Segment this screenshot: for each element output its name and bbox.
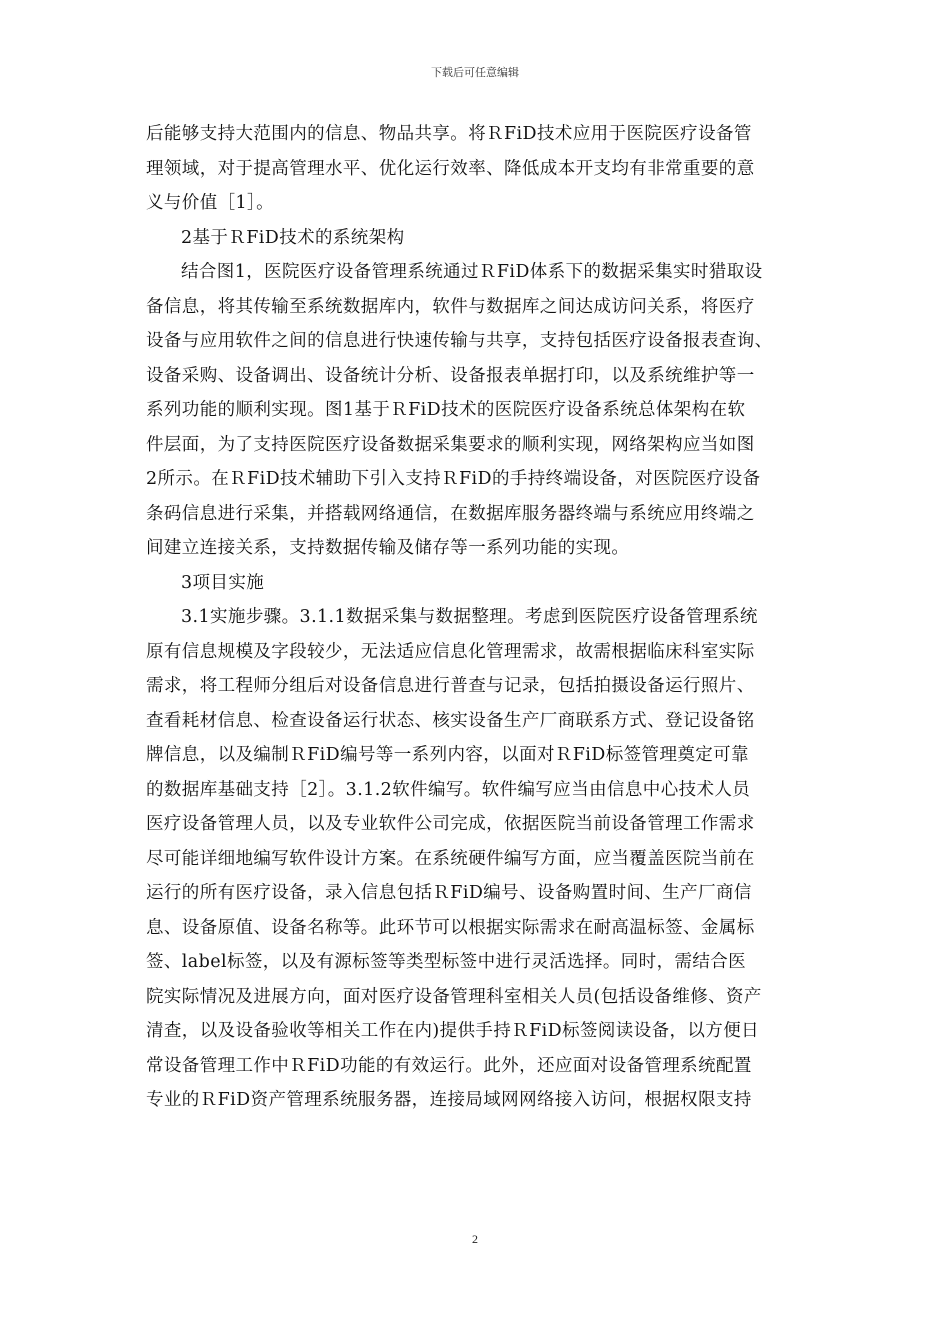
text-line: 设备与应用软件之间的信息进行快速传输与共享，支持包括医疗设备报表查询、 [146,331,773,351]
text-line: 后能够支持大范围内的信息、物品共享。将ＲFiD技术应用于医院医疗设备管 [146,124,752,144]
text-line: 条码信息进行采集，并搭载网络通信，在数据库服务器终端与系统应用终端之 [146,503,755,524]
text-line: 尽可能详细地编写软件设计方案。在系统硬件编写方面，应当覆盖医院当前在 [146,848,755,869]
text-line: 查看耗材信息、检查设备运行状态、核实设备生产厂商联系方式、登记设备铭 [146,710,755,731]
section-heading: 2基于ＲFiD技术的系统架构 [181,227,405,248]
text-line: 清查，以及设备验收等相关工作在内)提供手持ＲFiD标签阅读设备，以方便日 [146,1021,759,1041]
text-line: 理领域，对于提高管理水平、优化运行效率、降低成本开支均有非常重要的意 [146,158,755,179]
text-line: 医疗设备管理人员，以及专业软件公司完成，依据医院当前设备管理工作需求 [146,814,755,834]
text-line: 原有信息规模及字段较少，无法适应信息化管理需求，故需根据临床科室实际 [146,641,755,662]
text-line: 常设备管理工作中ＲFiD功能的有效运行。此外，还应面对设备管理系统配置 [146,1055,752,1076]
text-line: 牌信息，以及编制ＲFiD编号等一系列内容，以面对ＲFiD标签管理奠定可靠 [146,745,749,765]
text-line: 3.1实施步骤。3.1.1数据采集与数据整理。考虑到医院医疗设备管理系统 [181,607,758,627]
text-line: 院实际情况及进展方向，面对医疗设备管理科室相关人员(包括设备维修、资产 [146,986,762,1007]
text-line: 结合图1，医院医疗设备管理系统通过ＲFiD体系下的数据采集实时猎取设 [181,262,763,282]
section-heading: 3项目实施 [181,572,265,593]
page-number: 2 [472,1232,478,1246]
page-header: 下载后可任意编辑 [431,66,519,79]
text-line: 备信息，将其传输至系统数据库内，软件与数据库之间达成访问关系，将医疗 [146,296,755,317]
text-line: 需求，将工程师分组后对设备信息进行普查与记录，包括拍摄设备运行照片、 [146,676,755,696]
text-line: 2所示。在ＲFiD技术辅助下引入支持ＲFiD的手持终端设备，对医院医疗设备 [146,469,761,489]
text-line: 设备采购、设备调出、设备统计分析、设备报表单据打印，以及系统维护等一 [146,365,755,386]
document-body [146,117,808,1118]
text-line: 运行的所有医疗设备，录入信息包括ＲFiD编号、设备购置时间、生产厂商信 [146,883,752,903]
text-line: 专业的ＲFiD资产管理系统服务器，连接局域网网络接入访问，根据权限支持 [146,1090,752,1110]
text-line: 义与价值［1］。 [146,193,275,213]
text-line: 系列功能的顺利实现。图1基于ＲFiD技术的医院医疗设备系统总体架构在软 [146,400,746,420]
text-line: 间建立连接关系，支持数据传输及储存等一系列功能的实现。 [146,538,630,558]
text-line: 件层面，为了支持医院医疗设备数据采集要求的顺利实现，网络架构应当如图 [146,434,755,455]
text-line: 息、设备原值、设备名称等。此环节可以根据实际需求在耐高温标签、金属标 [146,917,755,938]
text-line: 的数据库基础支持［2］。3.1.2软件编写。软件编写应当由信息中心技术人员 [146,779,751,800]
text-line: 签、label标签，以及有源标签等类型标签中进行灵活选择。同时，需结合医 [146,952,747,972]
